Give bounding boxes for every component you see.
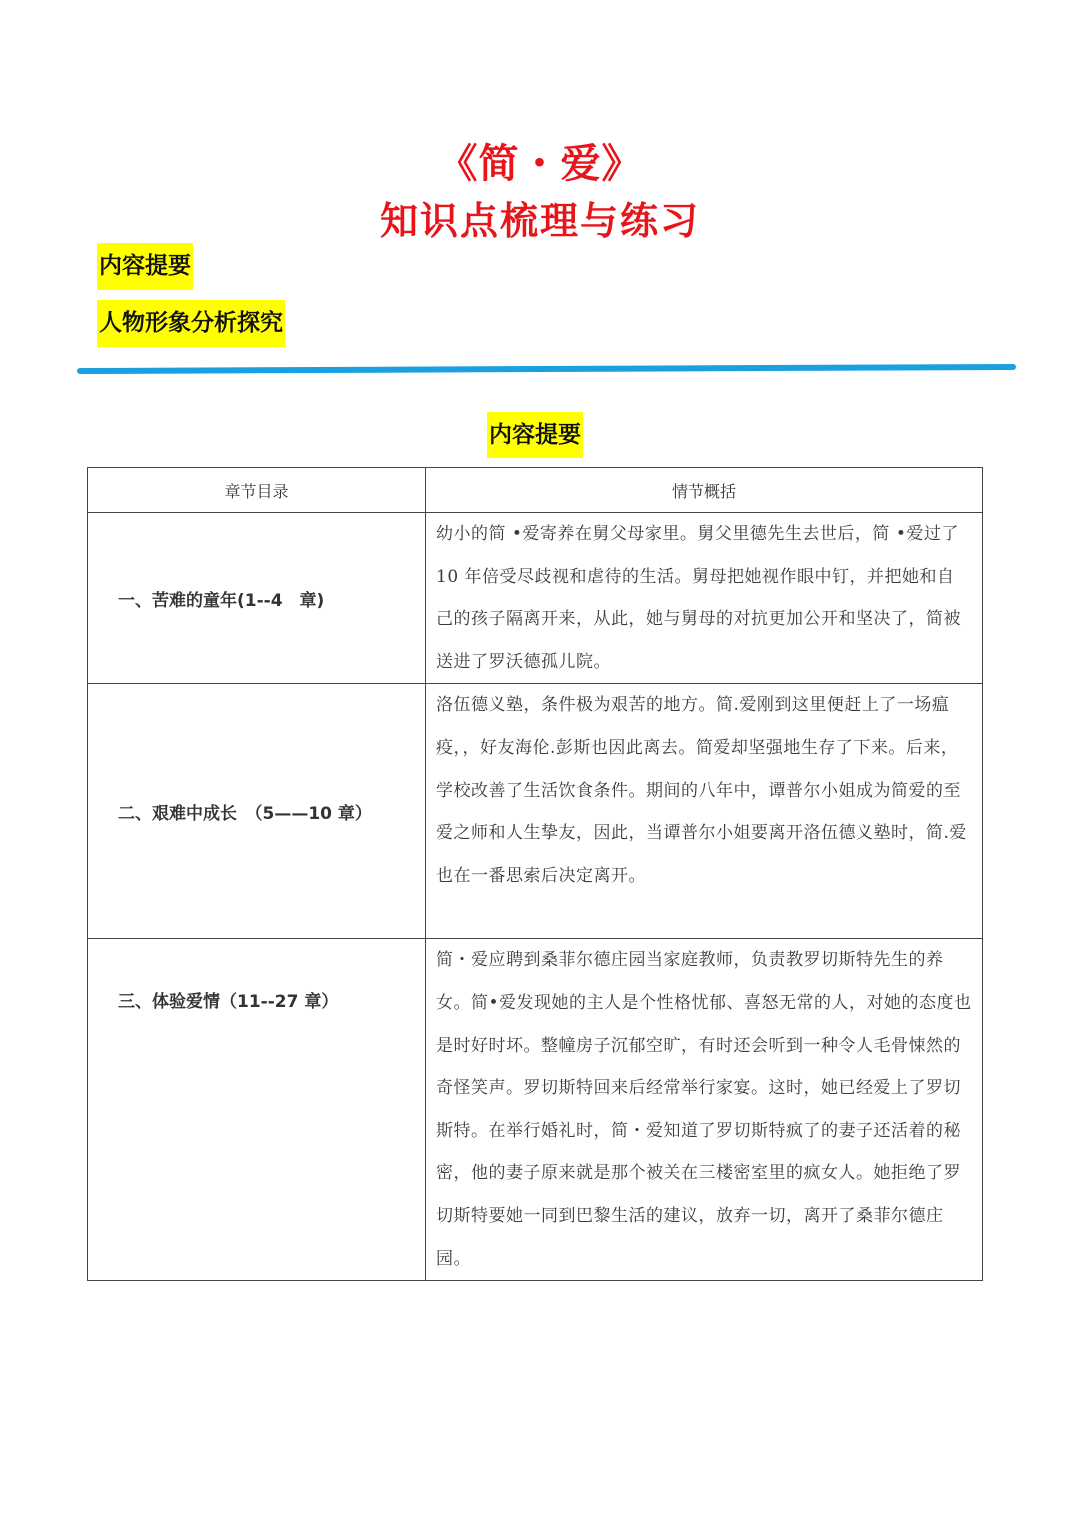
chapter-cell: 一、苦难的童年(1--4 章) <box>88 513 426 684</box>
summary-cell: 幼小的简 •爱寄养在舅父母家里。舅父里德先生去世后，简 •爱过了 10 年倍受尽歧视和虐待的生活。舅母把她视作眼中钉，并把她和自己的孩子隔离开来，从此，她与舅母的对抗更加公开和坚决了，简被送进了罗沃德孤儿院。 <box>426 513 983 684</box>
plot-summary-table <box>87 467 983 1281</box>
toc-item-character-analysis: 人物形象分析探究 <box>97 300 285 347</box>
document-subtitle: 知识点梳理与练习 <box>379 199 700 243</box>
section-heading: 内容提要 <box>487 412 583 458</box>
summary-cell: 简・爱应聘到桑菲尔德庄园当家庭教师，负责教罗切斯特先生的养女。简•爱发现她的主人是个性格忧郁、喜怒无常的人，对她的态度也是时好时坏。整幢房子沉郁空旷，有时还会听到一种令人毛骨悚然的奇怪笑声。罗切斯特回来后经常举行家宴。这时，她已经爱上了罗切斯特。在举行婚礼时，简・爱知道了罗切斯特疯了的妻子还活着的秘密，他的妻子原来就是那个被关在三楼密室里的疯女人。她拒绝了罗切斯特要她一同到巴黎生活的建议，放弃一切，离开了桑菲尔德庄园。 <box>426 939 983 1281</box>
table-row <box>88 513 983 684</box>
column-header-summary: 情节概括 <box>426 468 983 513</box>
summary-cell: 洛伍德义塾，条件极为艰苦的地方。简.爱刚到这里便赶上了一场瘟疫，，好友海伦.彭斯也因此离去。简爱却坚强地生存了下来。后来，学校改善了生活饮食条件。期间的八年中，谭普尔小姐成为简爱的至爱之师和人生挚友，因此，当谭普尔小姐要离开洛伍德义塾时，简.爱也在一番思索后决定离开。 <box>426 684 983 939</box>
table-row <box>88 939 983 1281</box>
column-header-chapter: 章节目录 <box>88 468 426 513</box>
chapter-cell: 三、体验爱情（11--27 章） <box>88 939 426 1281</box>
document-title: 《简・爱》 <box>437 141 643 187</box>
section-divider <box>77 364 1016 374</box>
table-row <box>88 684 983 939</box>
toc-item-content-summary: 内容提要 <box>97 243 193 290</box>
chapter-cell: 二、艰难中成长 （5——10 章） <box>88 684 426 939</box>
table-header-row <box>88 468 983 513</box>
